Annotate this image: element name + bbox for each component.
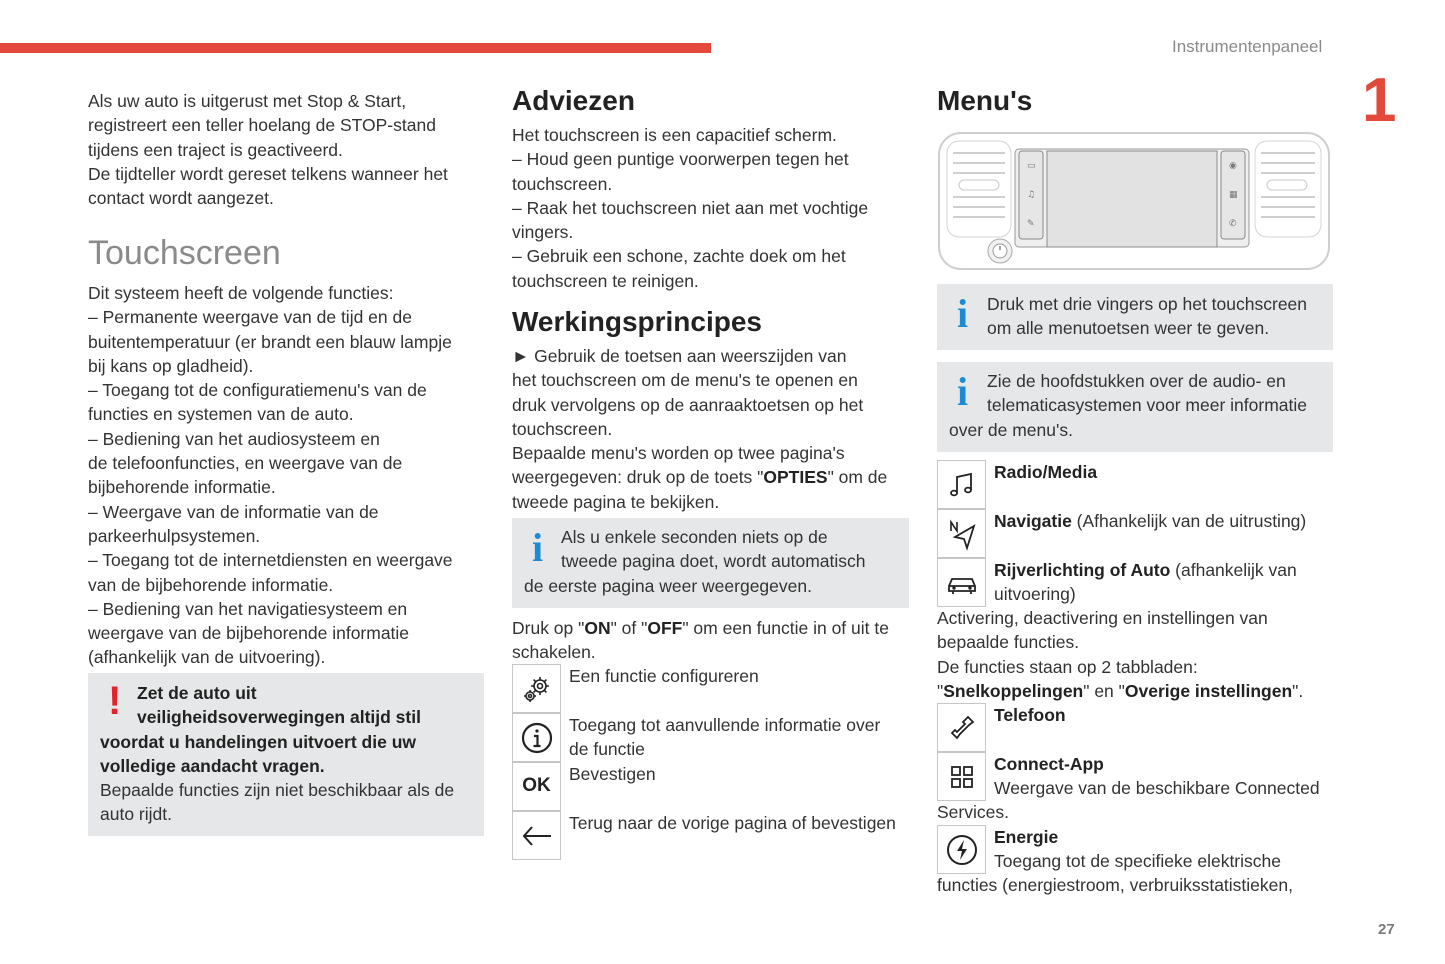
navigatie-label: Navigatie	[994, 511, 1072, 531]
onoff-text	[512, 616, 909, 665]
text-line: Het touchscreen is een capacitief scherm.	[512, 125, 837, 145]
icon-row-text	[569, 762, 909, 786]
text-line: schakelen.	[512, 642, 596, 663]
snelkoppelingen-tab-name: Snelkoppelingen	[943, 680, 1084, 701]
rijverlichting-description	[937, 606, 1334, 703]
opties-line	[512, 465, 909, 489]
energy-bolt-icon	[937, 825, 986, 874]
adviezen-heading: Adviezen	[512, 85, 635, 116]
energie-label: Energie	[994, 827, 1059, 847]
text-line: Toegang tot de specifieke elektrische	[994, 851, 1281, 872]
text-line: De functies staan op 2 tabbladen:	[937, 656, 1198, 677]
text-line: Dit systeem heeft de volgende functies:	[88, 283, 394, 303]
text-line: Toegang tot aanvullende informatie over	[569, 715, 881, 735]
text-line: touchscreen.	[512, 173, 613, 194]
apps-grid-icon	[937, 752, 986, 801]
text-line: auto rijdt.	[100, 804, 172, 825]
text-line: De tijdteller wordt gereset telkens wanneer het	[88, 163, 448, 184]
text-line: tweede pagina te bekijken.	[512, 491, 720, 512]
back-arrow-icon	[512, 811, 561, 860]
text-line: Als u enkele seconden niets op de	[561, 527, 828, 547]
text-line: – Raak het touchscreen niet aan met vochtige	[512, 197, 869, 218]
navigatie-row	[994, 509, 1334, 533]
text-line: Weergave van de beschikbare Connected	[994, 778, 1320, 799]
text-line: (afhankelijk van de uitvoering).	[88, 647, 326, 668]
icon-row-text	[569, 811, 914, 835]
energie-desc-end	[937, 873, 1334, 897]
energie-row	[994, 825, 1334, 874]
text-span: " of "	[610, 618, 648, 638]
connect-app-desc-end	[937, 800, 1009, 824]
text-line: registreert een teller hoelang de STOP-stand	[88, 115, 436, 136]
info-box-second-page	[512, 518, 909, 608]
info-icon: i	[957, 291, 969, 336]
text-line: – Permanente weergave van de tijd en de	[88, 307, 412, 328]
text-span: weergegeven: druk op de toets "	[512, 467, 764, 488]
text-line: van de bijbehorende informatie.	[88, 574, 334, 595]
info-box-three-fingers	[937, 284, 1333, 350]
functions-list	[88, 281, 484, 670]
text-line: Zie de hoofdstukken over de audio- en	[987, 371, 1286, 391]
on-key: ON	[584, 618, 611, 638]
text-line: contact wordt aangezet.	[88, 188, 274, 209]
svg-text:◉: ◉	[1229, 161, 1237, 171]
tabs-line	[937, 679, 1334, 703]
text-line: bij kans op gladheid).	[88, 355, 254, 376]
text-span: Druk op "	[512, 618, 585, 638]
text-line: vingers.	[512, 222, 574, 243]
text-line: Bevestigen	[569, 764, 656, 784]
text-line: tweede pagina doet, wordt automatisch	[561, 551, 866, 572]
exclamation-icon: !	[108, 679, 122, 723]
navigation-arrow-icon	[937, 509, 986, 558]
text-line: de eerste pagina weer weergegeven.	[524, 575, 812, 596]
off-key: OFF	[647, 618, 683, 638]
svg-text:✆: ✆	[1229, 219, 1237, 229]
text-line: tijdens een traject is geactiveerd.	[88, 139, 343, 160]
touchscreen-panel-illustration	[937, 131, 1333, 273]
svg-text:▭: ▭	[1027, 161, 1036, 171]
text-span: (afhankelijk van	[1170, 560, 1297, 580]
text-line: – Toegang tot de internetdiensten en weergave	[88, 550, 453, 571]
text-line: Bepaalde menu's worden op twee pagina's	[512, 443, 845, 464]
text-line: weergave van de bijbehorende informatie	[88, 623, 410, 644]
text-line: de telefoonfuncties, en weergave van de	[88, 453, 403, 474]
adviezen-list	[512, 123, 909, 293]
radio-media-label: Radio/Media	[994, 462, 1098, 482]
text-line: Bepaalde functies zijn niet beschikbaar als de	[100, 780, 455, 801]
text-line: – Bediening van het navigatiesysteem en	[88, 598, 408, 619]
ok-label: OK	[522, 775, 551, 797]
top-accent-bar	[0, 43, 711, 53]
text-line: het touchscreen om de menu's te openen en	[512, 370, 858, 391]
icon-row-text	[569, 664, 909, 688]
text-span: "	[937, 680, 944, 701]
text-line: touchscreen te reinigen.	[512, 270, 699, 291]
info-icon: i	[957, 369, 969, 414]
intro-paragraph	[88, 89, 484, 210]
text-line: parkeerhulpsystemen.	[88, 525, 261, 546]
text-span: " om een functie in of uit te	[682, 618, 889, 638]
text-line: Activering, deactivering en instellingen van	[937, 608, 1268, 628]
car-icon	[937, 558, 986, 607]
warning-bold-line: Zet de auto uit	[137, 683, 257, 703]
text-line: – Weergave van de informatie van de	[88, 501, 379, 522]
text-span: " om de	[827, 467, 888, 488]
text-line: uitvoering)	[994, 584, 1076, 605]
chapter-number: 1	[1362, 66, 1397, 135]
overige-instellingen-tab-name: Overige instellingen	[1124, 680, 1293, 701]
text-line: telematicasystemen voor meer informatie	[987, 395, 1307, 416]
text-span: (Afhankelijk van de uitrusting)	[1071, 511, 1307, 531]
text-line: Druk met drie vingers op het touchscreen	[987, 294, 1308, 314]
text-line: – Bediening van het audiosysteem en	[88, 428, 380, 449]
text-line: functies en systemen van de auto.	[88, 404, 354, 425]
warning-bold-line: voordat u handelingen uitvoert die uw	[100, 731, 416, 752]
text-line: Als uw auto is uitgerust met Stop & Start,	[88, 91, 407, 111]
page-number: 27	[1378, 921, 1395, 938]
text-line: buitentemperatuur (er brandt een blauw lampje	[88, 331, 452, 352]
info-icon: i	[532, 525, 544, 570]
text-line: functies (energiestroom, verbruiksstatistieken,	[937, 875, 1293, 895]
text-line: touchscreen.	[512, 418, 613, 439]
svg-text:▦: ▦	[1229, 190, 1238, 200]
text-line: – Gebruik een schone, zachte doek om het	[512, 246, 846, 267]
text-line: druk vervolgens op de aanraaktoetsen op het	[512, 394, 864, 415]
info-circle-icon	[512, 713, 561, 762]
phone-icon	[937, 703, 986, 752]
rijverlichting-row	[994, 558, 1334, 607]
svg-text:♫: ♫	[1027, 190, 1036, 200]
ok-key-icon	[512, 762, 561, 811]
text-line: bepaalde functies.	[937, 632, 1080, 653]
text-line: de functie	[569, 739, 645, 760]
text-line: ► Gebruik de toetsen aan weerszijden van	[512, 346, 847, 366]
text-line: Een functie configureren	[569, 666, 759, 686]
radio-media-row	[994, 460, 1097, 484]
text-line: Terug naar de vorige pagina of bevestigen	[569, 813, 896, 833]
icon-row-text	[569, 713, 909, 762]
warning-bold-line: volledige aandacht vragen.	[100, 755, 325, 776]
text-line: Services.	[937, 802, 1009, 822]
text-span: " en "	[1083, 680, 1125, 701]
text-line: – Houd geen puntige voorwerpen tegen het	[512, 149, 849, 170]
touchscreen-heading: Touchscreen	[88, 234, 281, 272]
text-line: over de menu's.	[949, 419, 1073, 440]
connect-app-label: Connect-App	[994, 754, 1104, 774]
warning-bold-line: veiligheidsoverwegingen altijd stil	[137, 707, 421, 728]
menus-heading: Menu's	[937, 85, 1033, 116]
gears-icon	[512, 664, 561, 713]
music-note-icon	[937, 460, 986, 509]
connect-app-row	[994, 752, 1334, 801]
text-line: om alle menutoetsen weer te geven.	[987, 318, 1270, 339]
text-line: bijbehorende informatie.	[88, 477, 276, 498]
rijverlichting-label: Rijverlichting of Auto	[994, 560, 1171, 580]
section-title: Instrumentenpaneel	[1172, 37, 1323, 56]
opties-key: OPTIES	[763, 467, 828, 488]
werking-text	[512, 344, 909, 514]
info-box-audio-telematics	[937, 362, 1333, 452]
warning-text	[100, 681, 472, 827]
text-line: – Toegang tot de configuratiemenu's van de	[88, 380, 427, 401]
telefoon-row	[994, 703, 1066, 727]
werkingsprincipes-heading: Werkingsprincipes	[512, 306, 763, 337]
telefoon-label: Telefoon	[994, 705, 1066, 725]
svg-text:✎: ✎	[1027, 219, 1035, 229]
warning-box	[88, 673, 484, 836]
text-span: ".	[1292, 680, 1304, 701]
